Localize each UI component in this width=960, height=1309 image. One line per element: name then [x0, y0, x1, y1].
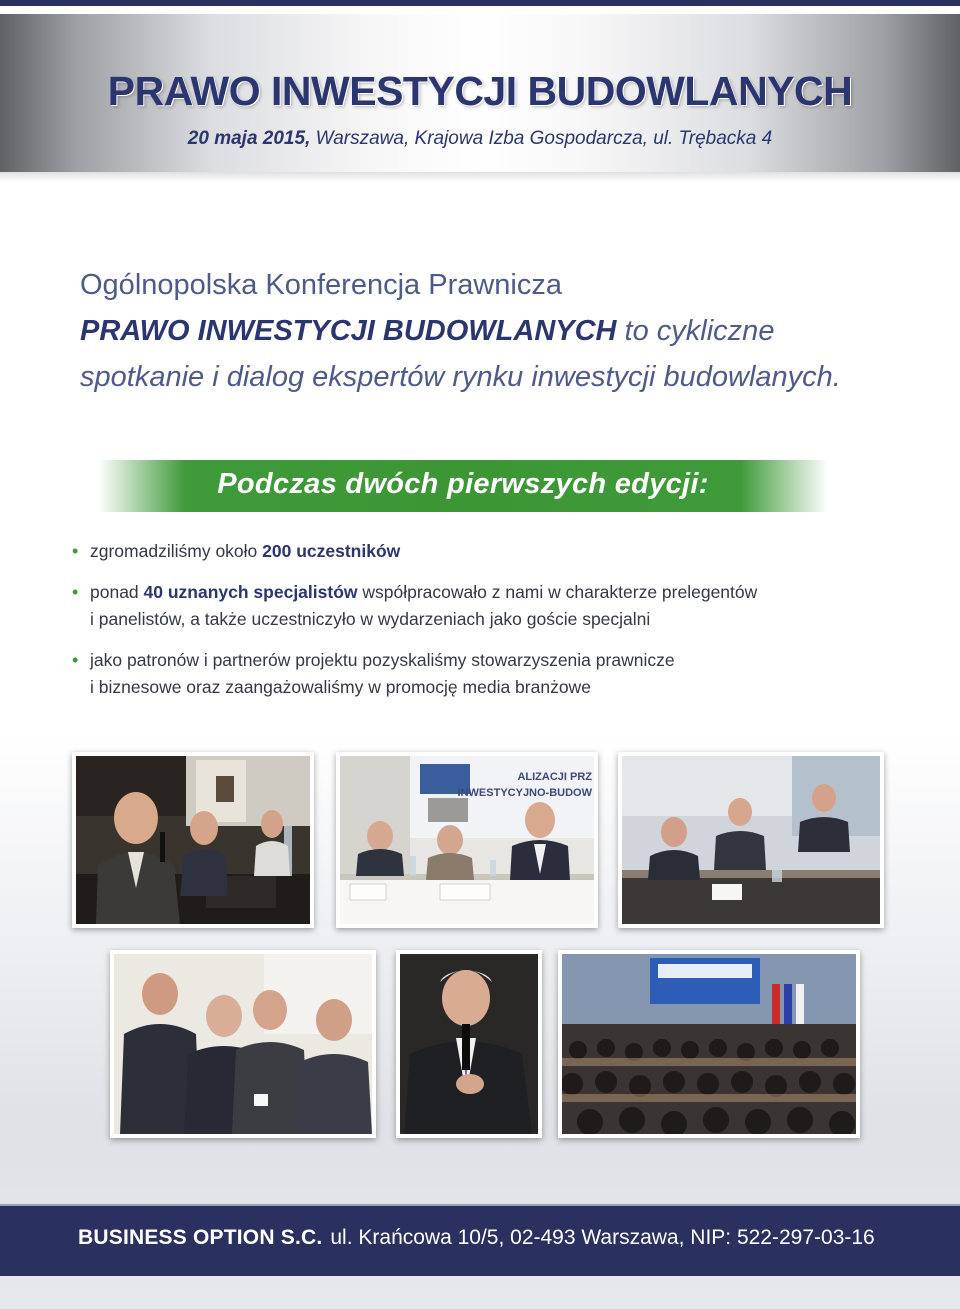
photo-panel-speaker-image: [76, 756, 310, 924]
footer-contact: [78, 1226, 875, 1250]
photo-panel-screen: [336, 752, 598, 928]
footer: [0, 1204, 960, 1276]
page-title: PRAWO INWESTYCJI BUDOWLANYCH: [107, 68, 853, 114]
intro-line-3: spotkanie i dialog ekspertów rynku inwestycji budowlanych.: [80, 361, 841, 393]
bullet-text: współpracowało z nami w charakterze prelegentów: [357, 582, 758, 602]
bullet-dot-icon: •: [72, 582, 79, 602]
footer-address: ul. Krańcowa 10/5, 02-493 Warszawa, NIP: 522-297-03-16: [330, 1226, 875, 1249]
bullet-line-2: i biznesowe oraz zaangażowaliśmy w promocję media branżowe: [90, 677, 591, 697]
photo-conference-hall-image: [562, 954, 856, 1134]
screen-text: ALIZACJI PRZ: [517, 771, 592, 783]
photo-speaker-microphone-image: [400, 954, 538, 1134]
photo-panelists: [618, 752, 884, 928]
bullet-text: ponad: [90, 582, 144, 602]
top-stripe: [0, 0, 960, 6]
event-date: 20 maja 2015,: [187, 128, 311, 149]
bullet-line: [90, 579, 890, 606]
bullet-item: [70, 579, 890, 633]
bullet-dot-icon: •: [72, 541, 79, 561]
header-banner: [0, 14, 960, 172]
intro-line-2-rest: to cykliczne: [616, 315, 775, 347]
bullet-item: [70, 538, 890, 565]
bullet-highlight: 40 uznanych specjalistów: [143, 582, 358, 602]
intro-line-2: [80, 308, 900, 354]
bullet-item: [70, 647, 890, 701]
event-place: Warszawa, Krajowa Izba Gospodarcza, ul. Trębacka 4: [315, 128, 773, 149]
section-heading-bar: [98, 460, 828, 512]
event-info: [0, 128, 960, 150]
screen-text-2: INWESTYCYJNO-BUDOW: [457, 787, 592, 799]
bullet-dot-icon: •: [72, 650, 79, 670]
intro-text: [80, 262, 900, 400]
intro-line-1: Ogólnopolska Konferencja Prawnicza: [80, 269, 562, 301]
intro-conference-name: PRAWO INWESTYCJI BUDOWLANYCH: [80, 315, 617, 347]
bullet-line-2: i panelistów, a także uczestniczyło w wydarzeniach jako goście specjalni: [90, 609, 651, 629]
footer-company: BUSINESS OPTION S.C.: [78, 1226, 323, 1249]
bullet-highlight: 200 uczestników: [262, 541, 401, 561]
photo-conference-hall: [558, 950, 860, 1138]
photo-panelists-image: [622, 756, 880, 924]
bullet-list: [70, 538, 890, 715]
bullet-line: jako patronów i partnerów projektu pozyskaliśmy stowarzyszenia prawnicze: [90, 650, 675, 670]
photo-networking: [110, 950, 376, 1138]
photo-speaker-microphone: [396, 950, 542, 1138]
photo-networking-image: [114, 954, 372, 1134]
photo-panel-screen-image: [340, 756, 594, 924]
photo-panel-speaker: [72, 752, 314, 928]
bullet-text: zgromadziliśmy około: [90, 541, 263, 561]
section-heading: Podczas dwóch pierwszych edycji:: [217, 468, 709, 500]
bullet-line: [90, 538, 890, 565]
